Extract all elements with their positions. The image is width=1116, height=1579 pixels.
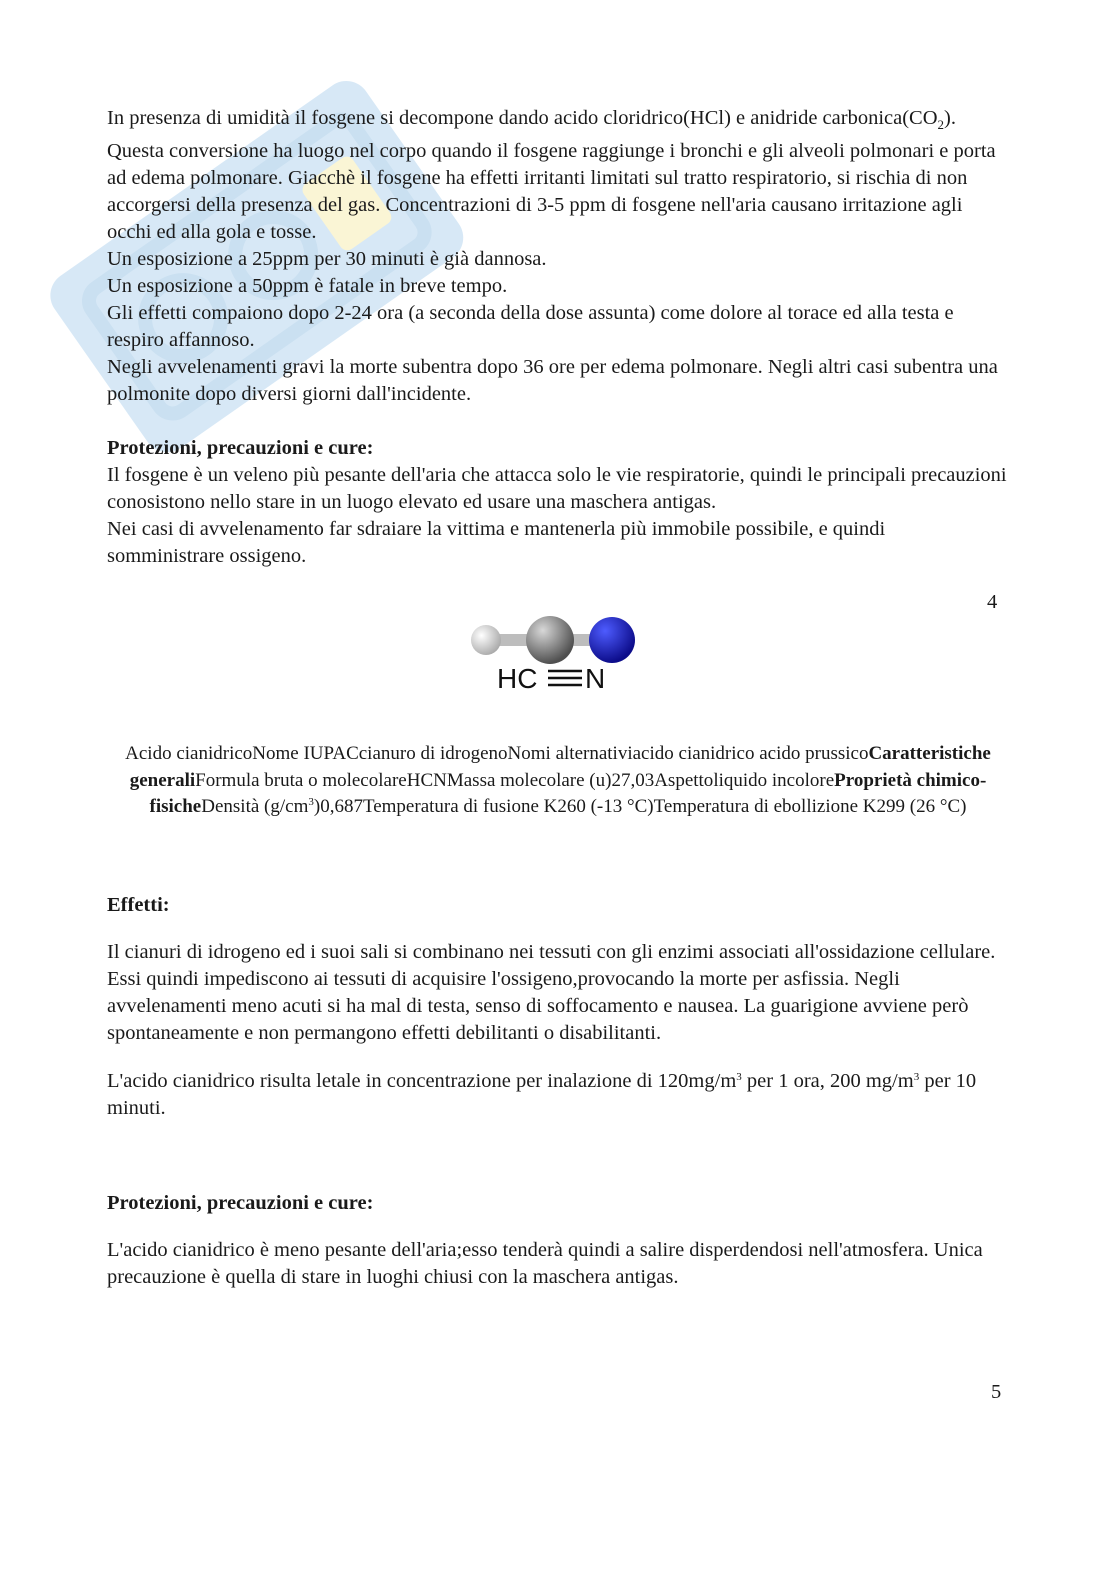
hcn-molecule-image <box>468 606 644 698</box>
lethal-concentration: L'acido cianidrico risulta letale in concentrazione per inalazione di $120mg/m^3$ per 1 ora, 200 $mg/m^3$ per 10 minuti. <box>107 1069 977 1119</box>
heading-effects: Effetti: <box>107 893 170 916</box>
severe-poisoning: Negli avvelenamenti gravi la morte subentra dopo 36 ore per edema polmonare. Negli altri casi subentra una polmonite dopo diversi giorni dall'incidente. <box>107 356 998 406</box>
exposure-25ppm: Un esposizione a 25ppm per 30 minuti è già dannosa. <box>107 248 547 271</box>
heading-protections-2: Protezioni, precauzioni e cure: <box>107 1191 374 1214</box>
hydrogen-atom <box>471 625 501 655</box>
carbon-atom <box>526 616 574 664</box>
formula-label-hc: HC <box>497 663 538 694</box>
nitrogen-atom <box>589 617 635 663</box>
formula-label-n: N <box>585 663 606 694</box>
exposure-50ppm: Un esposizione a 50ppm è fatale in breve tempo. <box>107 275 508 298</box>
page-body-top <box>107 105 1007 570</box>
page-body-bottom <box>107 871 1007 1312</box>
heading-protections-1: Protezioni, precauzioni e cure: <box>107 437 374 460</box>
protections-paragraph-2: L'acido cianidrico è meno pesante dell'aria;esso tenderà quindi a salire disperdendosi nell'atmosfera. Unica precauzione è quella di stare in luoghi chiusi con la maschera antigas. <box>107 1239 983 1288</box>
effects-onset: Gli effetti compaiono dopo 2-24 ora (a seconda della dose assunta) come dolore al torace ed alla testa e respiro affannoso. <box>107 302 954 352</box>
page-number-4: 4 <box>987 591 998 613</box>
effects-paragraph: Il cianuri di idrogeno ed i suoi sali si combinano nei tessuti con gli enzimi associati all'ossidazione cellulare. Essi quindi impediscono ai tessuti di acquisire l'ossigeno,provocando la morte per asfissia. Negli avvelenamenti meno acuti si ha mal di testa, senso di soffocamento e nausea. La guarigione avviene però spontaneamente e non permangono effetti debilitanti o disabilitanti. <box>107 941 996 1044</box>
protections-paragraph-1b: Nei casi di avvelenamento far sdraiare la vittima e mantenerla più immobile possibile, e quindi somministrare ossigeno. <box>107 518 886 568</box>
hcn-data-caption: Acido cianidricoNome IUPACcianuro di idrogenoNomi alternativiacido cianidrico acido prussicoCaratteristiche generaliFormula bruta o molecolareHCNMassa molecolare (u)27,03Aspettoliquido incoloreProprietà chimico-fisicheDensità $(g/cm^3)0,687Temperatura$ di fusione K260 (-13 °C)Temperatura di ebollizione K299 (26 °C) <box>125 743 991 817</box>
intro-paragraph: In presenza di umidità il fosgene si decompone dando acido cloridrico(HCl) e anidride $carbonica(CO_2)$. Questa conversione ha luogo nel corpo quando il fosgene raggiunge i bronchi e gli alveoli polmonari e porta ad edema polmonare. Giacchè il fosgene ha effetti irritanti limitati sul tratto respiratorio, si rischia di non accorgersi della presenza del gas. Concentrazioni di 3-5 ppm di fosgene nell'aria causano irritazione agli occhi ed alla gola e tosse. <box>107 107 996 244</box>
protections-paragraph-1a: Il fosgene è un veleno più pesante dell'aria che attacca solo le vie respiratorie, quindi le principali precauzioni conosistono nello stare in un luogo elevato ed usare una maschera antigas. <box>107 464 1007 514</box>
page-number-5: 5 <box>991 1381 1002 1403</box>
